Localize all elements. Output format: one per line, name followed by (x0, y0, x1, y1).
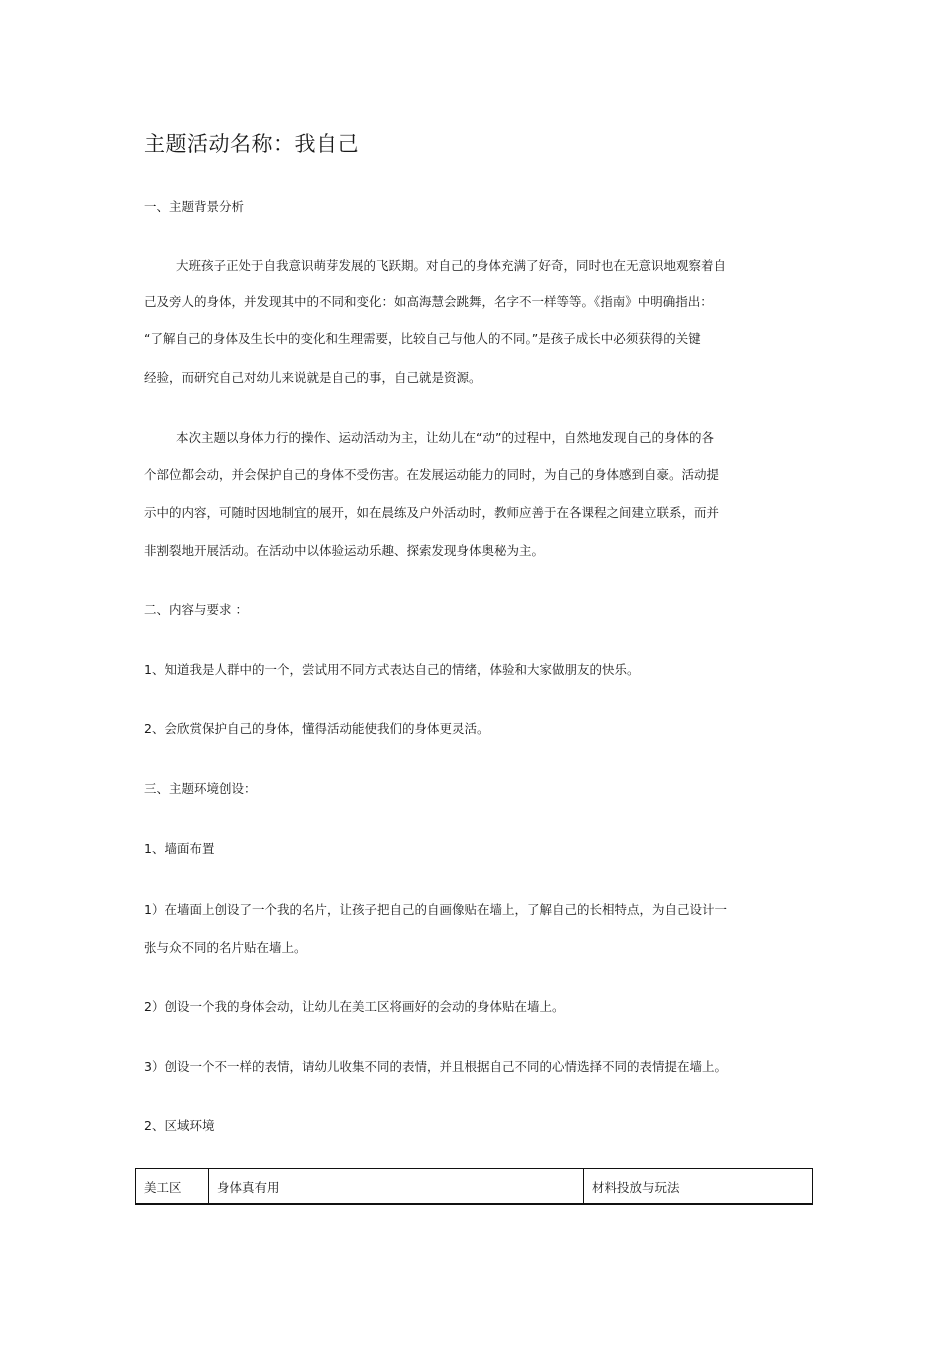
area-table (135, 1168, 813, 1205)
paragraph-line: 示中的内容，可随时因地制宜的展开，如在晨练及户外活动时，教师应善于在各课程之间建立联系，而并 (144, 505, 720, 520)
paragraph-line: 个部位都会动，并会保护自己的身体不受伤害。在发展运动能力的同时，为自己的身体感到自豪。活动提 (144, 467, 720, 482)
list-item: 3）创设一个不一样的表情，请幼儿收集不同的表情，并且根据自己不同的心情选择不同的表情提在墙上。 (144, 1059, 727, 1074)
section-heading-environment: 三、主题环境创设： (144, 781, 257, 796)
section-heading-content: 二、内容与要求 ： (144, 602, 248, 617)
table-cell: 美工区 (136, 1169, 209, 1203)
paragraph-line: 大班孩子正处于自我意识萌芽发展的飞跃期。对自己的身体充满了好奇，同时也在无意识地观察着自 (176, 258, 727, 273)
paragraph-line: 非割裂地开展活动。在活动中以体验运动乐趣、探索发现身体奥秘为主。 (144, 543, 545, 558)
paragraph-line: 本次主题以身体力行的操作、运动活动为主，让幼儿在“动”的过程中，自然地发现自己的身体的各 (176, 430, 714, 445)
section-heading-background: 一、主题背景分析 (144, 199, 245, 214)
paragraph-line: 经验，而研究自己对幼儿来说就是自己的事，自己就是资源。 (144, 370, 482, 385)
subsection-heading: 2、区域环境 (144, 1118, 215, 1133)
list-item: 1）在墙面上创设了一个我的名片，让孩子把自己的自画像贴在墙上，了解自己的长相特点，为自己设计一 (144, 902, 727, 917)
paragraph-line: 己及旁人的身体，并发现其中的不同和变化：如高海慧会跳舞，名字不一样等等。《指南》中明确指出： (144, 294, 713, 309)
list-item: 2）创设一个我的身体会动，让幼儿在美工区将画好的会动的身体贴在墙上。 (144, 999, 565, 1014)
list-item: 2、会欣赏保护自己的身体，懂得活动能使我们的身体更灵活。 (144, 721, 490, 736)
table-cell: 材料投放与玩法 (592, 1180, 680, 1195)
paragraph-line: “了解自己的身体及生长中的变化和生理需要，比较自己与他人的不同。”是孩子成长中必须获得的关键 (144, 331, 701, 346)
table-cell: 身体真有用 (209, 1169, 584, 1203)
list-item-continuation: 张与众不同的名片贴在墙上。 (144, 940, 307, 955)
page-title: 主题活动名称：我自己 (144, 132, 359, 156)
list-item: 1、知道我是人群中的一个，尝试用不同方式表达自己的情绪，体验和大家做朋友的快乐。 (144, 662, 640, 677)
subsection-heading: 1、墙面布置 (144, 841, 215, 856)
